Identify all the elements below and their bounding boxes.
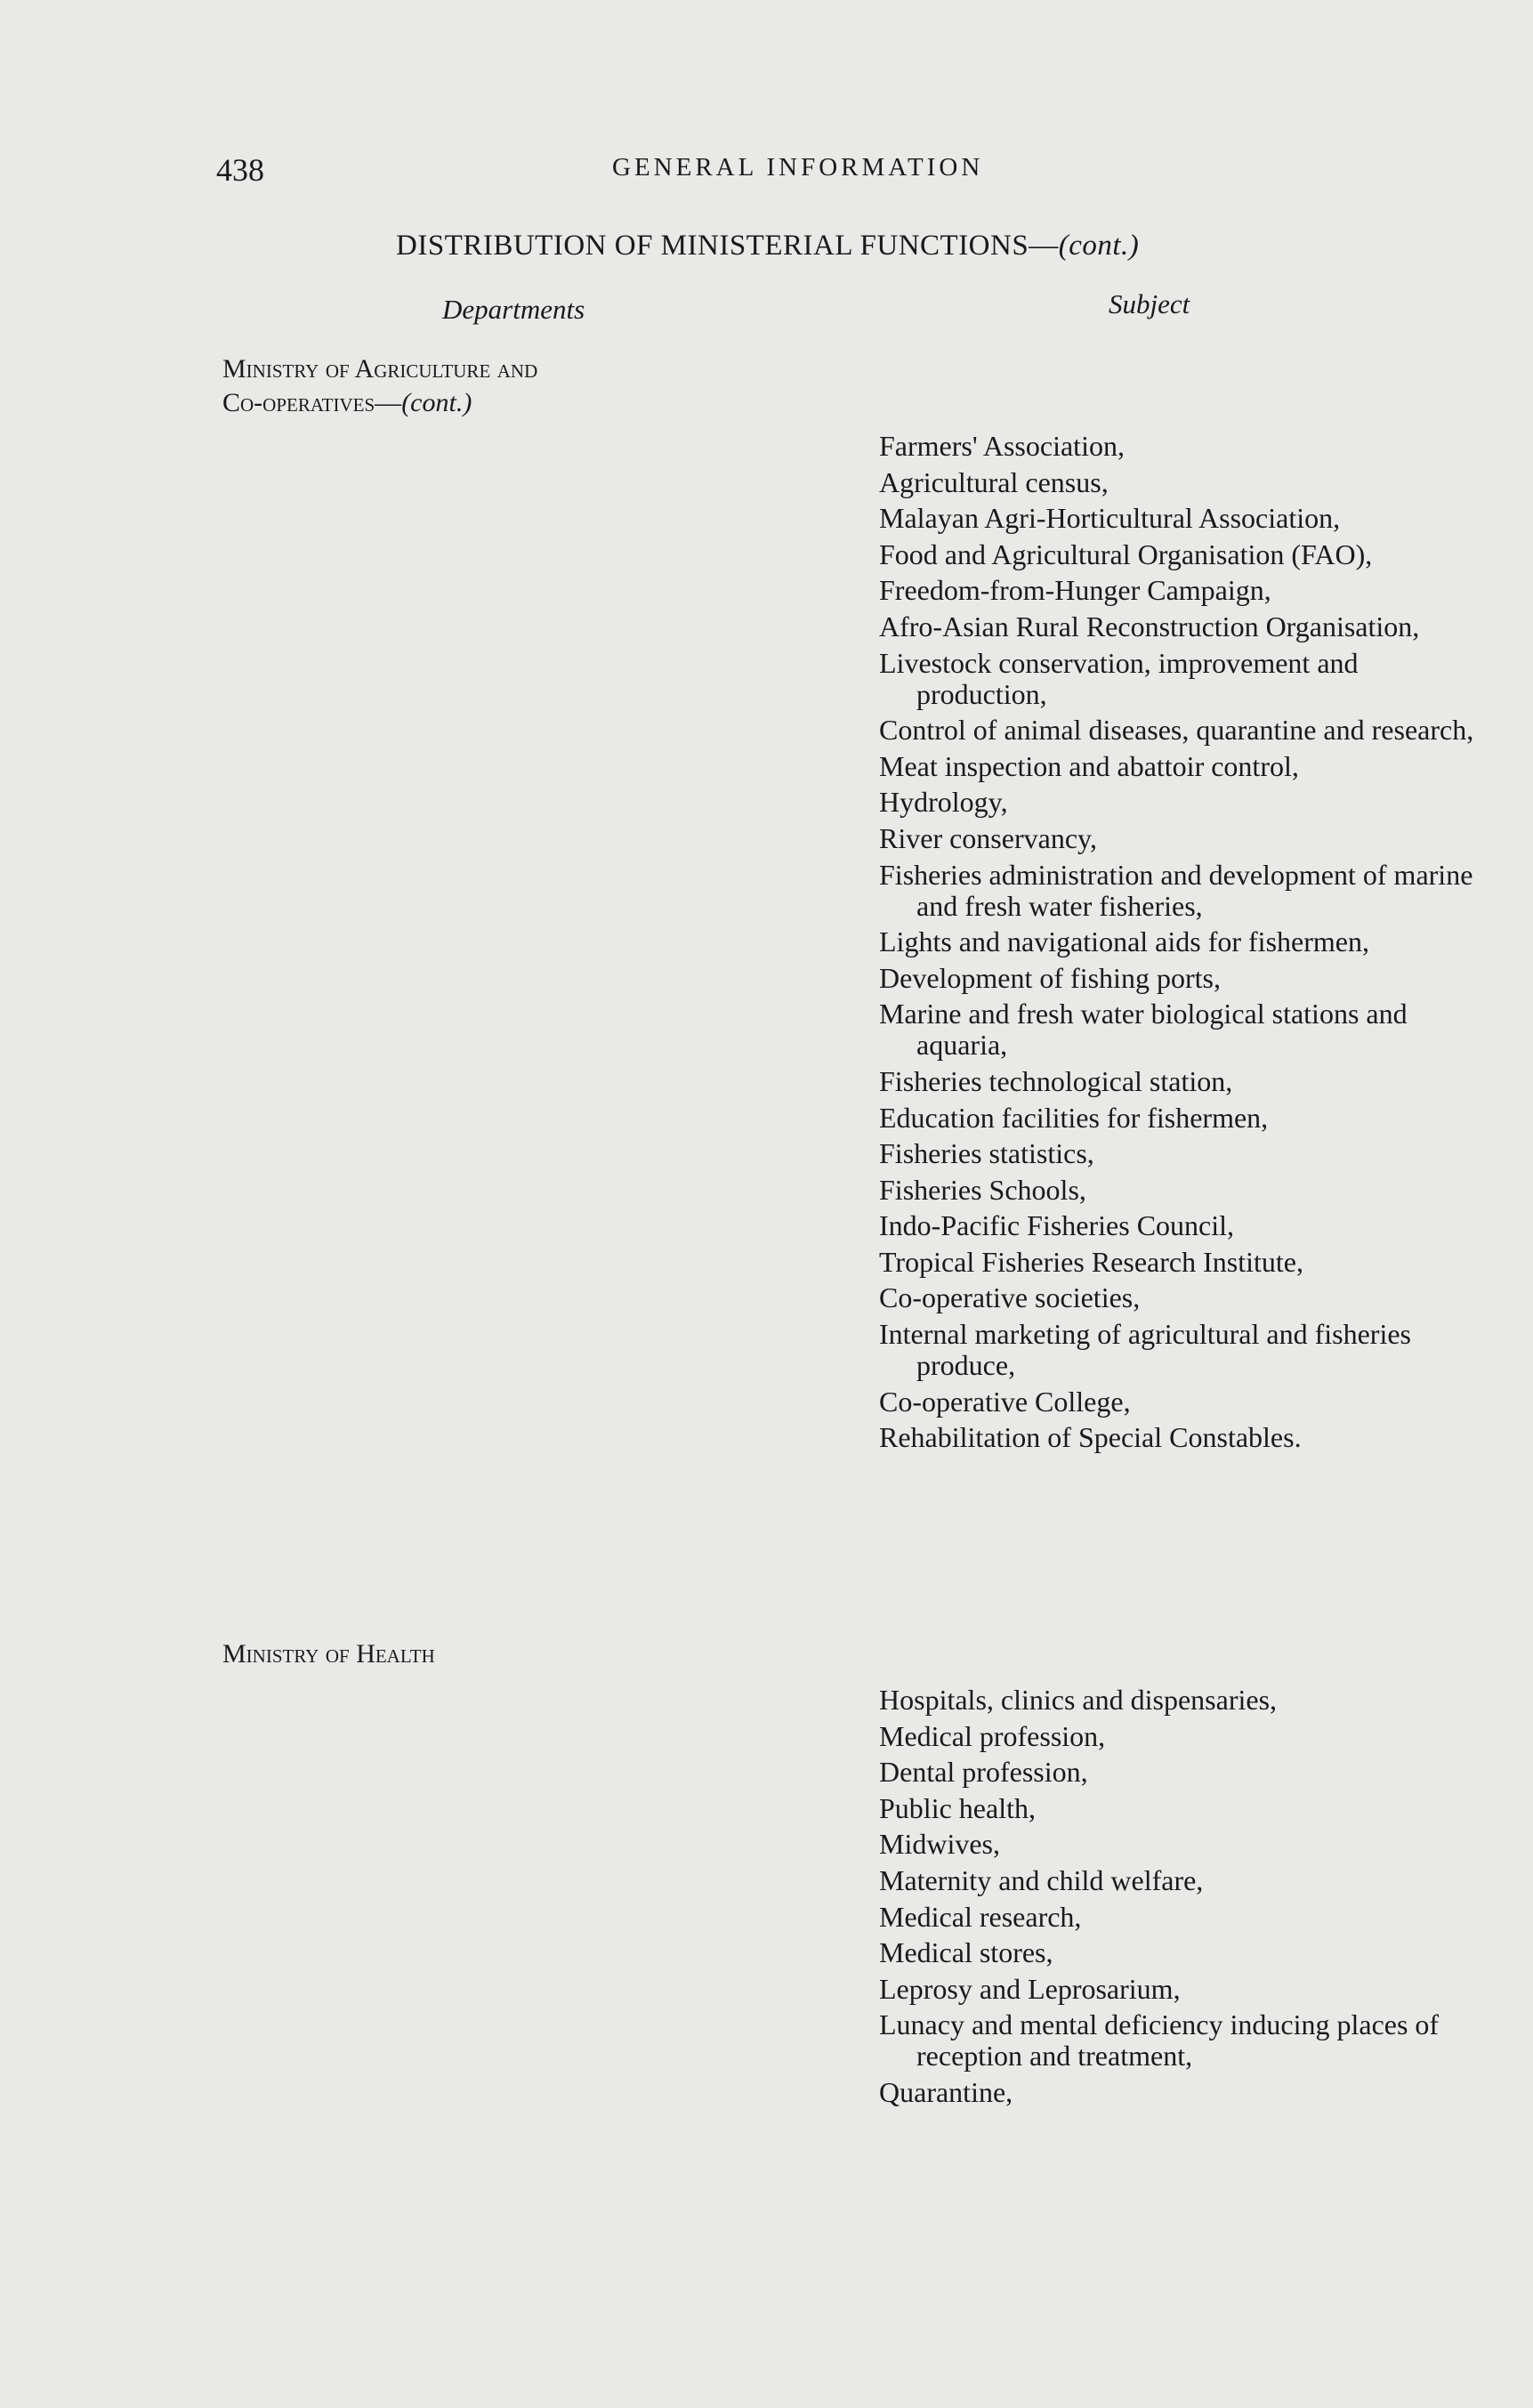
subject-item: Rehabilitation of Special Constables. — [879, 1421, 1302, 1454]
subject-item: Marine and fresh water biological stations and aquaria, — [879, 998, 1408, 1062]
subject-item: Farmers' Association, — [879, 430, 1125, 462]
subject-item: Medical profession, — [879, 1719, 1106, 1752]
subject-item: Leprosy and Leprosarium, — [879, 1972, 1181, 2005]
subject-item: Public health, — [879, 1791, 1036, 1824]
subject-item: Education facilities for fishermen, — [879, 1101, 1269, 1134]
subject-item: Medical stores, — [879, 1936, 1053, 1969]
subject-item: Quarantine, — [879, 2075, 1013, 2108]
department-agriculture — [222, 352, 537, 420]
subject-item: Co-operative societies, — [879, 1281, 1141, 1314]
title-cont: (cont.) — [1058, 230, 1140, 262]
subject-item: Medical research, — [879, 1900, 1082, 1933]
subject-item: Lunacy and mental deficiency inducing places of reception and treatment, — [879, 2008, 1440, 2073]
department-name-line2 — [222, 386, 537, 420]
subject-item: Tropical Fisheries Research Institute, — [879, 1245, 1303, 1278]
subject-item: Control of animal diseases, quarantine and research, — [879, 714, 1474, 747]
department-name-text: Co-operatives— — [222, 388, 402, 417]
subject-item: Fisheries administration and development of marine and fresh water fisheries, — [879, 858, 1473, 922]
departments-heading: Departments — [442, 294, 585, 325]
agriculture-subject-list — [879, 431, 1486, 1459]
subject-item: Meat inspection and abattoir control, — [879, 749, 1299, 782]
subject-item: Lights and navigational aids for fishermen, — [879, 925, 1369, 958]
subject-item: Fisheries technological station, — [879, 1064, 1233, 1097]
title-text: DISTRIBUTION OF MINISTERIAL FUNCTIONS— — [396, 230, 1059, 262]
subject-item: Hospitals, clinics and dispensaries, — [879, 1684, 1278, 1716]
subject-item: Food and Agricultural Organisation (FAO), — [879, 537, 1373, 570]
subject-item: Maternity and child welfare, — [879, 1863, 1204, 1896]
subject-heading: Subject — [1109, 288, 1190, 319]
department-cont: (cont.) — [401, 388, 472, 417]
subject-item: Livestock conservation, improvement and production, — [879, 646, 1359, 710]
page-number: 438 — [216, 152, 264, 188]
subject-item: Malayan Agri-Horticultural Association, — [879, 502, 1341, 535]
subject-item: River conservancy, — [879, 821, 1097, 854]
subject-item: Fisheries Schools, — [879, 1173, 1086, 1206]
subject-item: Indo-Pacific Fisheries Council, — [879, 1209, 1235, 1242]
subject-item: Internal marketing of agricultural and fisheries produce, — [879, 1318, 1411, 1382]
subject-item: Afro-Asian Rural Reconstruction Organisation, — [879, 610, 1420, 642]
health-subject-list — [879, 1685, 1486, 2113]
subject-item: Co-operative College, — [879, 1385, 1131, 1418]
subject-item: Development of fishing ports, — [879, 961, 1221, 994]
subject-item: Agricultural census, — [879, 465, 1109, 498]
subject-item: Dental profession, — [879, 1756, 1088, 1789]
department-health — [222, 1637, 435, 1671]
running-title: GENERAL INFORMATION — [612, 153, 984, 182]
department-name-line1: Ministry of Agriculture and — [222, 354, 538, 384]
subject-item: Fisheries statistics, — [879, 1137, 1094, 1170]
subject-item: Midwives, — [879, 1828, 1000, 1861]
subject-item: Hydrology, — [879, 786, 1008, 819]
subject-item: Freedom-from-Hunger Campaign, — [879, 574, 1271, 607]
department-name-line1: Ministry of Health — [222, 1639, 435, 1669]
page-title — [396, 230, 1139, 263]
